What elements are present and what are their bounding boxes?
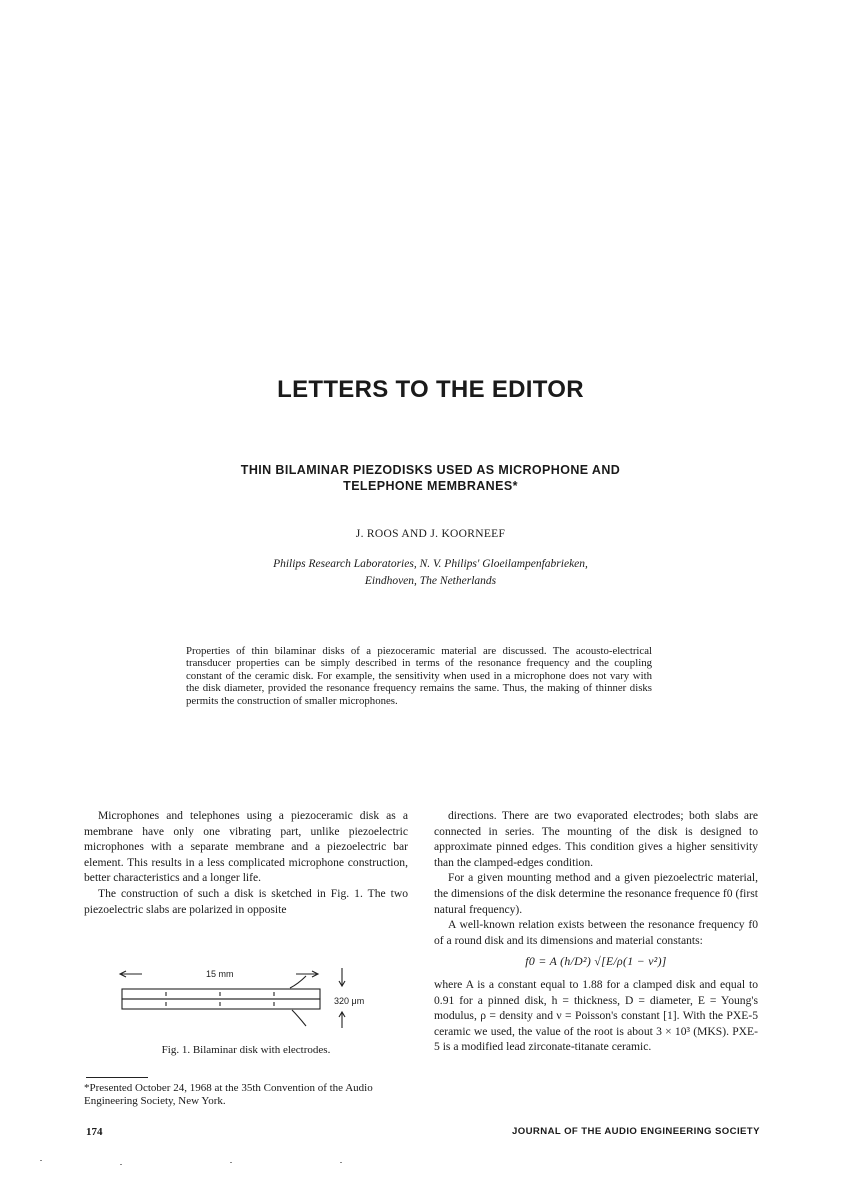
paragraph: For a given mounting method and a given piezoelectric material, the dimensions of the disk determine the resonance frequence f0 (first natural frequency). bbox=[434, 871, 758, 916]
affiliation-line-2: Eindhoven, The Netherlands bbox=[364, 575, 497, 587]
affiliation-line-1: Philips Research Laboratories, N. V. Philips' Gloeilampenfabrieken, bbox=[273, 558, 588, 570]
electrode-lead-top bbox=[290, 976, 306, 988]
footnote-rule bbox=[86, 1077, 148, 1078]
electrode-lead-bottom bbox=[292, 1010, 306, 1026]
figure-1 bbox=[110, 962, 380, 1046]
figure-caption: Fig. 1. Bilaminar disk with electrodes. bbox=[161, 1044, 331, 1056]
lower-piezo-slab bbox=[122, 999, 320, 1009]
thickness-label: 320 μm bbox=[334, 996, 365, 1006]
body-column-right bbox=[434, 808, 758, 1055]
paragraph: where A is a constant equal to 1.88 for a clamped disk and equal to 0.91 for a pinned disk, h = thickness, D = diameter, E = Young's modulus, ρ = density and ν = Poisson's constant [1]. With the PXE-5 ceramic we used, the value of the root is about 3 × 10³ (MKS). PXE-5 is a modified lead zirconate-titanate ceramic. bbox=[434, 977, 758, 1054]
article-title-line-2: TELEPHONE MEMBRANES* bbox=[343, 479, 518, 493]
section-heading: LETTERS TO THE EDITOR bbox=[277, 376, 584, 403]
authors: J. ROOS AND J. KOORNEEF bbox=[355, 528, 506, 540]
scan-speck bbox=[120, 1164, 122, 1165]
bilaminar-disk-diagram bbox=[110, 962, 380, 1046]
width-label: 15 mm bbox=[206, 969, 234, 979]
body-column-left bbox=[84, 808, 408, 917]
article-title bbox=[150, 462, 711, 494]
paragraph: A well-known relation exists between the resonance frequency f0 of a round disk and its dimensions and material constants: bbox=[434, 918, 758, 947]
upper-piezo-slab bbox=[122, 989, 320, 999]
paragraph: directions. There are two evaporated electrodes; both slabs are connected in series. The mounting of the disk is designed to approximate pinned edges. This condition gives a higher sensitivity than the clamped-edges condition. bbox=[434, 809, 758, 869]
equation: f0 = A (h/D²) √[E/ρ(1 − ν²)] bbox=[525, 954, 667, 969]
scan-speck bbox=[40, 1160, 42, 1161]
footnote: *Presented October 24, 1968 at the 35th Convention of the Audio Engineering Society, New York. bbox=[84, 1082, 373, 1108]
article-title-line-1: THIN BILAMINAR PIEZODISKS USED AS MICROPHONE AND bbox=[240, 463, 621, 477]
abstract: Properties of thin bilaminar disks of a piezoceramic material are discussed. The acousto-electrical transducer properties can be simply described in terms of the resonance frequency and the coupling constant of the ceramic disk. For example, the sensitivity when used in a microphone does not vary with the disk diameter, provided the resonance frequency remains the same. Thus, the making of thinner disks permits the construction of smaller microphones. bbox=[186, 645, 652, 707]
paragraph: Microphones and telephones using a piezoceramic disk as a membrane have only one vibrating part, unlike piezoelectric microphones with a separate membrane and a piezoelectric bar element. This results in a less complicated microphone construction, better characteristics and a longer life. bbox=[84, 809, 408, 885]
paragraph: The construction of such a disk is sketched in Fig. 1. The two piezoelectric slabs are polarized in opposite bbox=[84, 886, 408, 916]
journal-name: JOURNAL OF THE AUDIO ENGINEERING SOCIETY bbox=[512, 1126, 760, 1137]
page-number: 174 bbox=[86, 1126, 103, 1138]
scan-speck bbox=[340, 1162, 342, 1163]
affiliation bbox=[150, 556, 711, 590]
scan-speck bbox=[230, 1162, 232, 1163]
